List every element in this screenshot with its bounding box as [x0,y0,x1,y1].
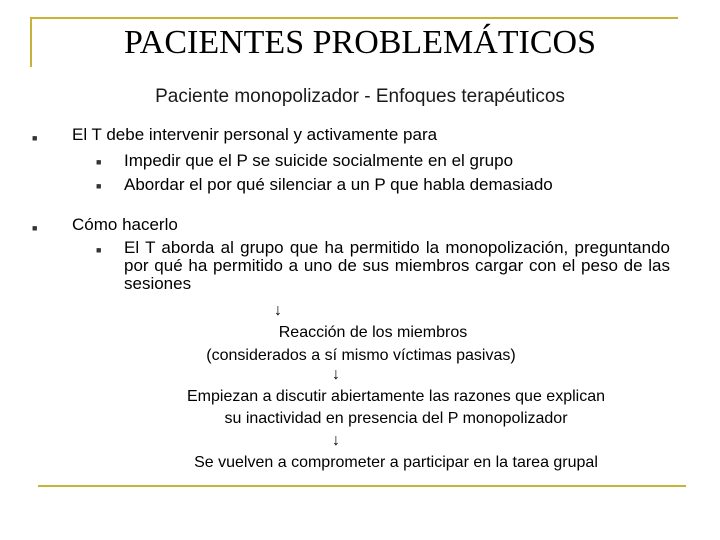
frame-bottom-rule [38,485,686,487]
point-1-text: El T debe intervenir personal y activamente para [72,125,438,144]
point-2-sub-1: El T aborda al grupo que ha permitido la monopolización, preguntando por qué ha permitido a uno de sus miembros cargar con el peso de las sesiones [124,238,670,293]
bullet-icon: ■ [32,223,38,233]
down-arrow-icon: ↓ [332,432,340,449]
flow-step-5: Se vuelven a comprometer a participar en la tarea grupal [194,454,598,471]
frame-top-rule [30,17,678,19]
point-1-sub-1: Impedir que el P se suicide socialmente en el grupo [124,151,514,170]
point-1-sub-2: Abordar el por qué silenciar a un P que habla demasiado [124,175,553,194]
point-2-text: Cómo hacerlo [72,215,178,234]
flow-step-3: Empiezan a discutir abiertamente las razones que explican [186,388,605,405]
down-arrow-icon: ↓ [274,302,282,319]
flow-step-2: (considerados a sí mismo víctimas pasivas) [206,347,516,364]
down-arrow-icon: ↓ [332,366,340,383]
flow-step-1: Reacción de los miembros [278,324,468,341]
sub-bullet-icon: ■ [96,181,102,191]
sub-bullet-icon: ■ [96,245,102,255]
slide-title: PACIENTES PROBLEMÁTICOS [124,24,596,61]
flow-step-4: su inactividad en presencia del P monopolizador [224,410,568,427]
sub-bullet-icon: ■ [96,157,102,167]
slide-subtitle: Paciente monopolizador - Enfoques terapéuticos [155,86,565,107]
bullet-icon: ■ [32,133,38,143]
